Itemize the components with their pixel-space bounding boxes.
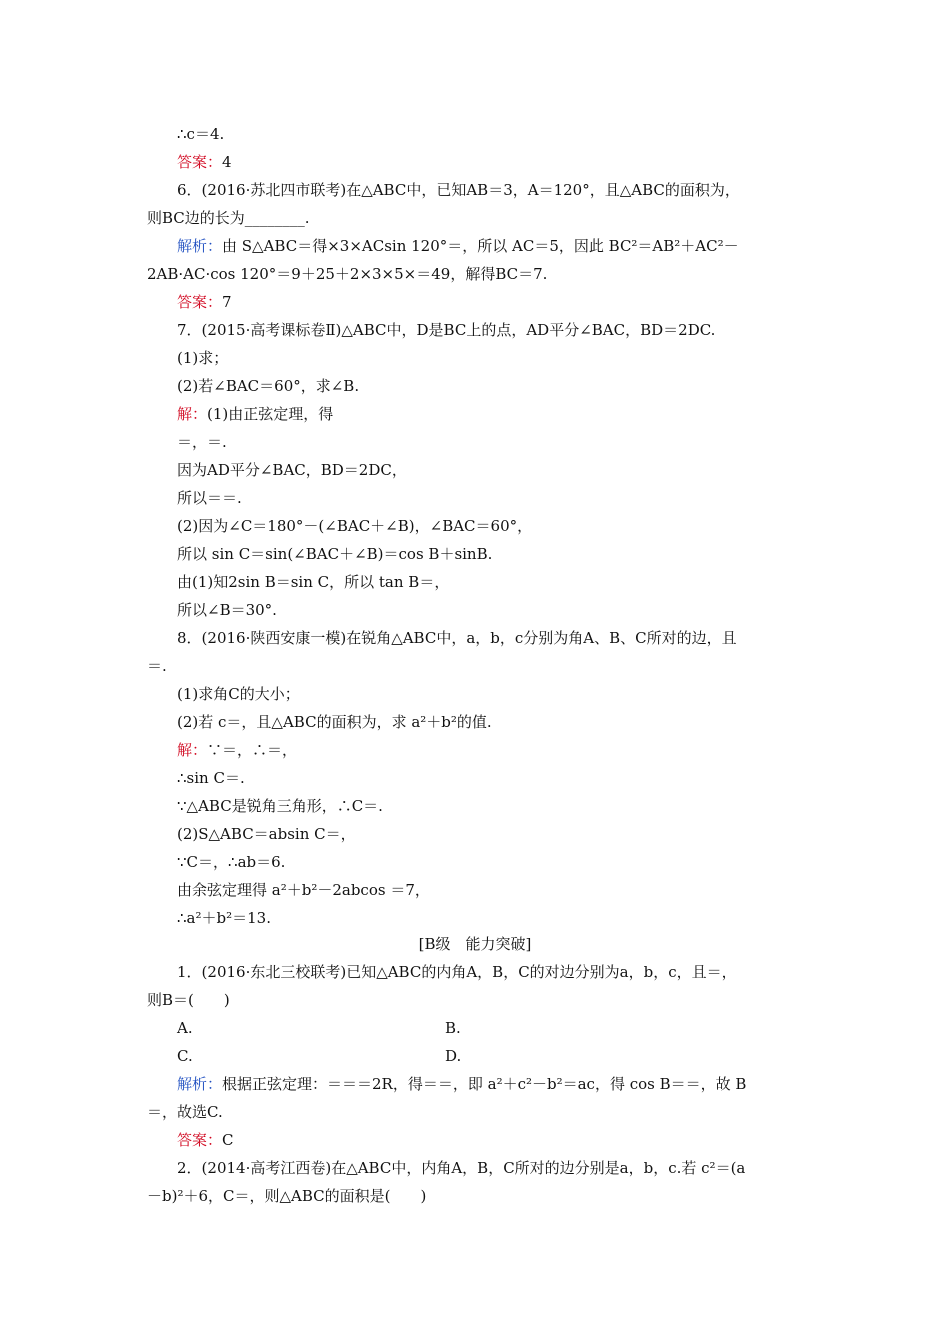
option-d: D.	[445, 1047, 462, 1065]
option-b: B.	[445, 1019, 461, 1037]
question-8-stem: 8．(2016·陕西安康一模)在锐角△ABC中，a，b，c分别为角A、B、C所对的边，且	[177, 629, 737, 647]
question-6-analysis	[177, 236, 739, 256]
b-question-1-stem: 1．(2016·东北三校联考)已知△ABC的内角A，B，C的对边分别为a，b，c，且＝，	[177, 963, 737, 981]
question-6-stem: 6．(2016·苏北四市联考)在△ABC中，已知AB＝3，A＝120°，且△ABC的面积为，	[177, 181, 740, 199]
solution-line: 因为AD平分∠BAC，BD＝2DC，	[177, 461, 407, 479]
b-question-2-stem: 2．(2014·高考江西卷)在△ABC中，内角A，B，C所对的边分别是a，b，c.若 c²＝(a	[177, 1159, 746, 1177]
option-c: C.	[177, 1047, 193, 1065]
analysis-text: 由 S△ABC＝得×3×ACsin 120°＝，所以 AC＝5，因此 BC²＝AB²＋AC²－	[222, 237, 739, 255]
question-8-part-1: (1)求角C的大小；	[177, 685, 300, 703]
question-8-solution	[177, 740, 297, 760]
solution-label: 解：	[177, 405, 208, 423]
question-6-answer	[177, 292, 232, 312]
solution-line: (2)因为∠C＝180°－(∠BAC＋∠B)，∠BAC＝60°，	[177, 517, 533, 535]
solution-line: 所以∠B＝30°.	[177, 601, 277, 619]
solution-line: ∵△ABC是锐角三角形，∴C＝.	[177, 797, 383, 815]
solution-line: ∵C＝，∴ab＝6.	[177, 853, 286, 871]
solution-text: ∵＝，∴＝，	[207, 741, 298, 759]
solution-line: (2)S△ABC＝absin C＝，	[177, 825, 356, 843]
solution-line: 所以＝＝.	[177, 489, 242, 507]
question-7-solution	[177, 404, 333, 424]
option-a: A.	[177, 1019, 193, 1037]
question-8-stem-cont: ＝.	[147, 657, 167, 675]
answer-value: C	[222, 1131, 234, 1149]
question-6-stem-cont: 则BC边的长为________.	[147, 209, 310, 227]
solution-line: ∴sin C＝.	[177, 769, 245, 787]
question-7-part-2: (2)若∠BAC＝60°，求∠B.	[177, 377, 360, 395]
b-question-2-stem-cont: －b)²＋6，C＝，则△ABC的面积是( )	[147, 1187, 427, 1205]
answer-label: 答案：	[177, 153, 223, 171]
analysis-text: 根据正弦定理：＝＝＝2R，得＝＝，即 a²＋c²－b²＝ac，得 cos B＝＝，故 B	[222, 1075, 747, 1093]
solution-line: 所以 sin C＝sin(∠BAC＋∠B)＝cos B＋sinB.	[177, 545, 493, 563]
answer-label: 答案：	[177, 1131, 223, 1149]
solution-label: 解：	[177, 741, 208, 759]
solution-text: (1)由正弦定理，得	[207, 405, 334, 423]
b-question-1-analysis-cont: ＝，故选C.	[147, 1103, 223, 1121]
solution-line: 由余弦定理得 a²＋b²－2abcos ＝7，	[177, 881, 430, 899]
question-7-part-1: (1)求；	[177, 349, 229, 367]
question-6-analysis-cont: 2AB·AC·cos 120°＝9＋25＋2×3×5×＝49，解得BC＝7.	[147, 265, 548, 283]
answer-value: 7	[222, 293, 232, 311]
b-question-1-stem-cont: 则B＝( )	[147, 991, 230, 1009]
analysis-label: 解析：	[177, 1075, 223, 1093]
section-heading: [B级 能力突破]	[418, 935, 532, 953]
solution-line: ∴a²＋b²＝13.	[177, 909, 271, 927]
b-question-1-answer	[177, 1130, 234, 1150]
answer-line	[177, 152, 232, 172]
question-7-stem: 7．(2015·高考课标卷Ⅱ)△ABC中，D是BC上的点，AD平分∠BAC，BD＝2DC.	[177, 321, 716, 339]
solution-line: ＝，＝.	[177, 433, 227, 451]
answer-label: 答案：	[177, 293, 223, 311]
line-conclusion: ∴c＝4.	[177, 125, 225, 143]
b-question-1-analysis	[177, 1074, 746, 1094]
question-8-part-2: (2)若 c＝，且△ABC的面积为，求 a²＋b²的值.	[177, 713, 492, 731]
solution-line: 由(1)知2sin B＝sin C，所以 tan B＝，	[177, 573, 450, 591]
answer-value: 4	[222, 153, 232, 171]
analysis-label: 解析：	[177, 237, 223, 255]
